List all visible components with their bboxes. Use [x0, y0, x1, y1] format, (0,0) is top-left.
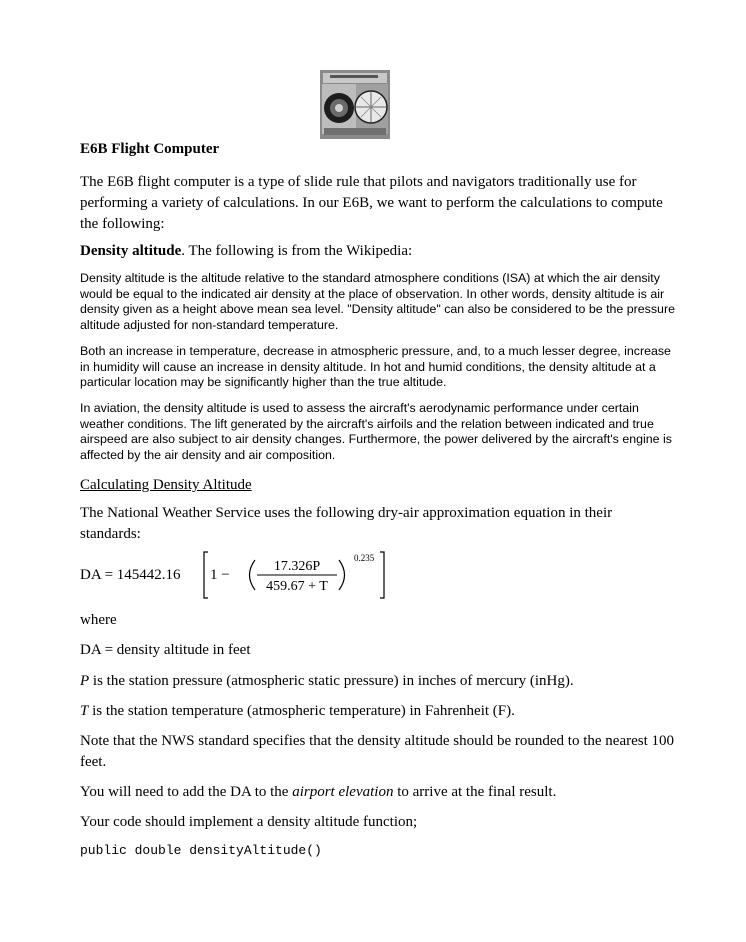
density-lead-text: . The following is from the Wikipedia:: [181, 243, 413, 259]
add-pre: You will need to add the DA to the: [80, 784, 293, 800]
airport-elevation-emphasis: airport elevation: [292, 784, 394, 800]
def-p-text: is the station pressure (atmospheric static pressure) in inches of mercury (inHg).: [89, 673, 574, 689]
def-t-text: is the station temperature (atmospheric temperature) in Fahrenheit (F).: [88, 703, 515, 719]
p-symbol: P: [80, 673, 90, 689]
implement-text: Your code should implement a density altitude function;: [80, 814, 418, 830]
wiki-quote-1: Density altitude is the altitude relative to the standard atmosphere conditions (ISA) at which the air density would be equal to the indicated air density at the place of observation. In other words, density altitude is air density given as a height above mean sea level. "Density altitude" can also be considered to be the pressure altitude adjusted for non-standard temperature.: [80, 271, 675, 332]
where-text: where: [80, 612, 117, 628]
calc-heading: Calculating Density Altitude: [80, 477, 252, 493]
page-title: E6B Flight Computer: [80, 141, 220, 157]
left-bracket: [204, 552, 208, 598]
eq-denominator: 459.67 + T: [266, 579, 328, 594]
add-post: to arrive at the final result.: [393, 784, 557, 800]
density-heading: Density altitude: [80, 243, 182, 259]
eq-lhs: DA = 145442.16: [80, 567, 181, 583]
def-da: DA = density altitude in feet: [80, 642, 251, 658]
wiki-quote-2: Both an increase in temperature, decrease in atmospheric pressure, and, to a much lesser degree, increase in humidity will cause an increase in density altitude. In hot and humid conditions, the density altitude at a particular location may be significantly higher than the true altitude.: [80, 344, 671, 390]
eq-exponent: 0.235: [354, 553, 375, 563]
rounding-note: Note that the NWS standard specifies that the density altitude should be rounded to the nearest 100 feet.: [80, 733, 675, 770]
code-signature: public double densityAltitude(): [80, 843, 322, 858]
t-symbol: T: [80, 703, 89, 719]
right-bracket: [380, 552, 384, 598]
right-paren: [339, 560, 345, 590]
eq-numerator: 17.326P: [273, 559, 321, 574]
left-paren: [250, 560, 256, 590]
eq-one-minus: 1 −: [210, 567, 230, 583]
density-intro-paragraph: [80, 241, 676, 262]
intro-paragraph: The E6B flight computer is a type of slide rule that pilots and navigators traditionally use for performing a variety of calculations. In our E6B, we want to perform the calculations to compute the following:: [80, 174, 663, 232]
density-altitude-equation: [80, 546, 400, 602]
add-elevation-text: [80, 782, 676, 803]
nws-paragraph: The National Weather Service uses the following dry-air approximation equation in their standards:: [80, 505, 613, 542]
def-p: [80, 671, 676, 692]
def-t: [80, 701, 676, 722]
wiki-quote-3: In aviation, the density altitude is used to assess the aircraft's aerodynamic performance under certain weather conditions. The lift generated by the aircraft's airfoils and the relation between indicated and true airspeed are also subject to air density changes. Furthermore, the power delivered by the aircraft's engine is affected by the air density and air composition.: [80, 401, 672, 462]
e6b-computer-image: [320, 70, 390, 139]
